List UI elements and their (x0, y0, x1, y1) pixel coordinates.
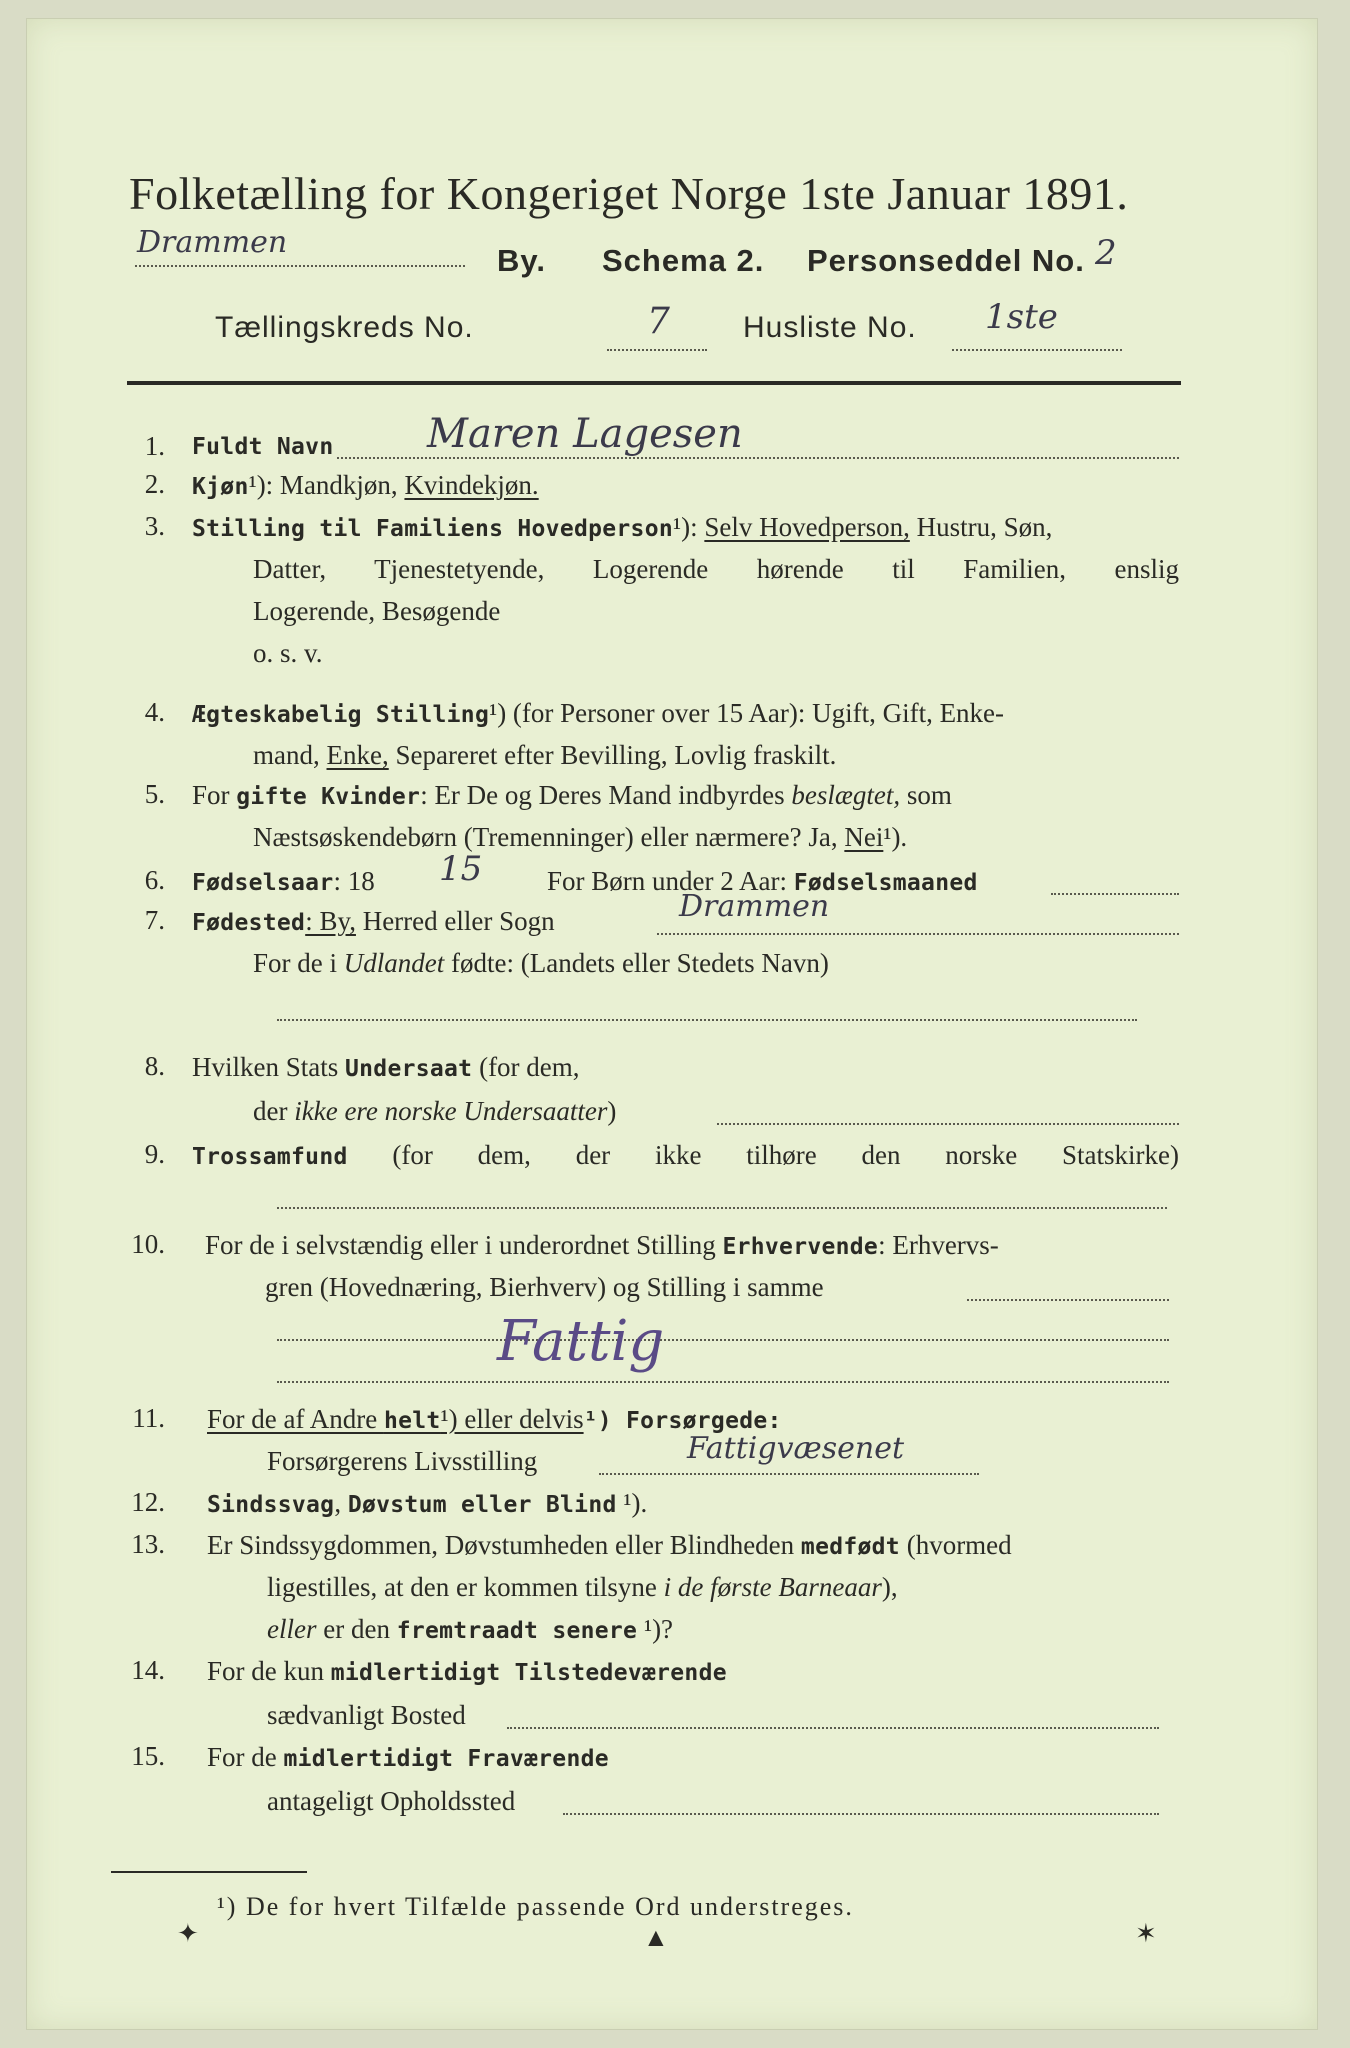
census-form (26, 18, 1318, 2030)
item-text: antageligt Opholdssted (267, 1786, 516, 1816)
item-text: For Børn under 2 Aar: (547, 866, 794, 896)
item-text: i de første Barneaar (663, 1572, 882, 1602)
birthmonth-dots (1051, 893, 1179, 895)
taellingskreds-dots (607, 349, 707, 351)
item-text: ¹). (616, 1488, 648, 1518)
item-number: 5. (144, 779, 165, 809)
item-label: fremtraadt senere (396, 1618, 638, 1644)
item-text: ¹)? (637, 1614, 674, 1644)
item-label: Kjøn (192, 474, 249, 500)
item-text: Logerende, Besøgende (253, 596, 501, 626)
city-dots (135, 265, 465, 267)
item-label: gifte Kvinder (236, 784, 421, 810)
underlined-option: Kvindekjøn. (404, 470, 539, 500)
item-text: For de kun (207, 1656, 331, 1686)
item-text: For de (207, 1742, 284, 1772)
item-label: Trossamfund (192, 1144, 348, 1170)
name-dots (337, 457, 1179, 459)
item-text: For de i selvstændig eller i underordnet Stilling (205, 1230, 723, 1260)
item-text: fødte: (Landets eller Stedets Navn) (444, 948, 829, 978)
item-label: Ægteskabelig Stilling (192, 702, 490, 728)
underlined-option: Nei (844, 822, 884, 852)
birthplace-handwritten: Drammen (679, 889, 830, 924)
item-label: Stilling til Familiens Hovedperson (192, 516, 674, 542)
item-number: 4. (144, 697, 165, 727)
item-label: helt (383, 1408, 441, 1434)
item-number: 10. (131, 1229, 165, 1259)
item-text: : Erhvervs- (878, 1230, 999, 1260)
item-text: sædvanligt Bosted (267, 1700, 466, 1730)
provider-handwritten: Fattigvæsenet (687, 1431, 905, 1466)
item-text: beslægtet, (791, 780, 901, 810)
item-text: : 18 (333, 866, 375, 896)
item-text: Datter, Tjenestetyende, Logerende hørende til Familien, enslig (253, 554, 1179, 584)
item-text: : Er De og Deres Mand indbyrdes (420, 780, 792, 810)
item-number: 12. (131, 1487, 165, 1517)
occupation-dots-2 (277, 1339, 1169, 1341)
birthplace-dots (657, 933, 1179, 935)
item-text: ), (881, 1572, 898, 1602)
item-label: ¹) Forsørgede: (583, 1408, 782, 1434)
item-text: gren (Hovednæring, Bierhverv) og Stilling i samme (265, 1272, 824, 1302)
item-number: 1. (144, 431, 165, 461)
foreign-place-dots (277, 1019, 1137, 1021)
schema-label: Schema 2. (602, 243, 765, 278)
item-label: Fødested (192, 910, 306, 936)
religion-dots (277, 1207, 1167, 1209)
item-number: 8. (144, 1051, 165, 1081)
item-text: (hvormed (899, 1530, 1012, 1560)
marker-icon: ▲ (643, 1923, 669, 1952)
item-label: Sindssvag (207, 1492, 335, 1518)
item-number: 3. (144, 511, 165, 541)
husliste-number: 1ste (985, 297, 1058, 337)
city-label: By. (497, 243, 546, 278)
item-text: Forsørgerens Livsstilling (267, 1446, 538, 1476)
item-text: ) (607, 1096, 617, 1126)
form-title: Folketælling for Kongeriget Norge 1ste Januar 1891. (129, 168, 1129, 219)
item-label: Fødselsaar (192, 870, 334, 896)
item-text: For (192, 780, 237, 810)
item-number: 11. (132, 1403, 165, 1433)
birth-year-handwritten: 15 (439, 849, 483, 889)
item-text: , (334, 1488, 348, 1518)
item-text: (for dem, der ikke tilhøre den norske Statskirke) (347, 1140, 1179, 1170)
occupation-dots-1 (967, 1299, 1169, 1301)
item-number: 7. (144, 905, 165, 935)
item-text: er den (316, 1614, 397, 1644)
item-text: ¹): Mandkjøn, (248, 470, 405, 500)
residence-dots (507, 1727, 1159, 1729)
item-text: Er Sindssygdommen, Døvstumheden eller Blindheden (207, 1530, 801, 1560)
whereabouts-dots (563, 1813, 1159, 1815)
item-text: mand, (253, 740, 327, 770)
footnote-rule (111, 1871, 307, 1873)
underlined-option: : By, (305, 906, 356, 936)
item-text: Næstsøskendebørn (Tremenninger) eller nærmere? Ja, (253, 822, 845, 852)
husliste-dots (952, 349, 1122, 351)
item-label: Undersaat (345, 1056, 473, 1082)
item-number: 6. (144, 865, 165, 895)
subject-dots (717, 1123, 1179, 1125)
footnote: ¹) De for hvert Tilfælde passende Ord understreges. (217, 1892, 854, 1921)
personseddel-number: 2 (1095, 233, 1117, 273)
item-text: Udlandet (343, 948, 445, 978)
item-text: o. s. v. (253, 638, 323, 668)
underlined-option: ¹) eller delvis (440, 1404, 584, 1434)
item-text: ¹): (673, 512, 705, 542)
occupation-dots-3 (277, 1381, 1169, 1383)
item-label: medfødt (800, 1534, 900, 1560)
item-text: ¹). (883, 822, 908, 852)
underlined-option: For de af Andre (207, 1404, 384, 1434)
item-label: midlertidigt Fraværende (283, 1746, 609, 1772)
item-text: (for dem, (472, 1052, 580, 1082)
item-text: eller (267, 1614, 317, 1644)
underlined-option: Selv Hovedperson, (704, 512, 910, 542)
item-text: Hvilken Stats (192, 1052, 345, 1082)
item-text: der (253, 1096, 295, 1126)
marker-icon: ✶ (1135, 1919, 1157, 1948)
item-text: ligestilles, at den er kommen tilsyne (267, 1572, 664, 1602)
item-text: ¹) (for Personer over 15 Aar): Ugift, Gift, Enke- (489, 698, 1005, 728)
item-number: 9. (144, 1139, 165, 1169)
city-handwritten: Drammen (137, 225, 288, 260)
name-handwritten: Maren Lagesen (427, 411, 743, 457)
item-number: 15. (131, 1741, 165, 1771)
item-label: Fødselsmaaned (793, 870, 978, 896)
item-label: Fuldt Navn (192, 434, 334, 460)
taellingskreds-label: Tællingskreds No. (215, 311, 474, 344)
husliste-label: Husliste No. (743, 311, 917, 344)
item-text: som (900, 780, 952, 810)
marker-icon: ✦ (177, 1919, 199, 1948)
item-number: 2. (144, 469, 165, 499)
item-text: For de i (253, 948, 344, 978)
item-label: Erhvervende (722, 1234, 879, 1260)
header-rule (127, 381, 1181, 385)
item-number: 14. (131, 1655, 165, 1685)
item-number: 13. (131, 1529, 165, 1559)
item-label: midlertidigt Tilstedeværende (330, 1660, 727, 1686)
personseddel-label: Personseddel No. (807, 243, 1085, 278)
item-text: ikke ere norske Undersaatter (294, 1096, 608, 1126)
item-text: Separeret efter Bevilling, Lovlig fraskilt. (388, 740, 837, 770)
taellingskreds-number: 7 (647, 301, 670, 342)
item-label: Døvstum eller Blind (347, 1492, 617, 1518)
item-text: Hustru, Søn, (909, 512, 1053, 542)
item-text: Herred eller Sogn (355, 906, 555, 936)
underlined-option: Enke, (326, 740, 389, 770)
occupation-handwritten: Fattig (497, 1309, 665, 1374)
provider-dots (599, 1473, 979, 1475)
